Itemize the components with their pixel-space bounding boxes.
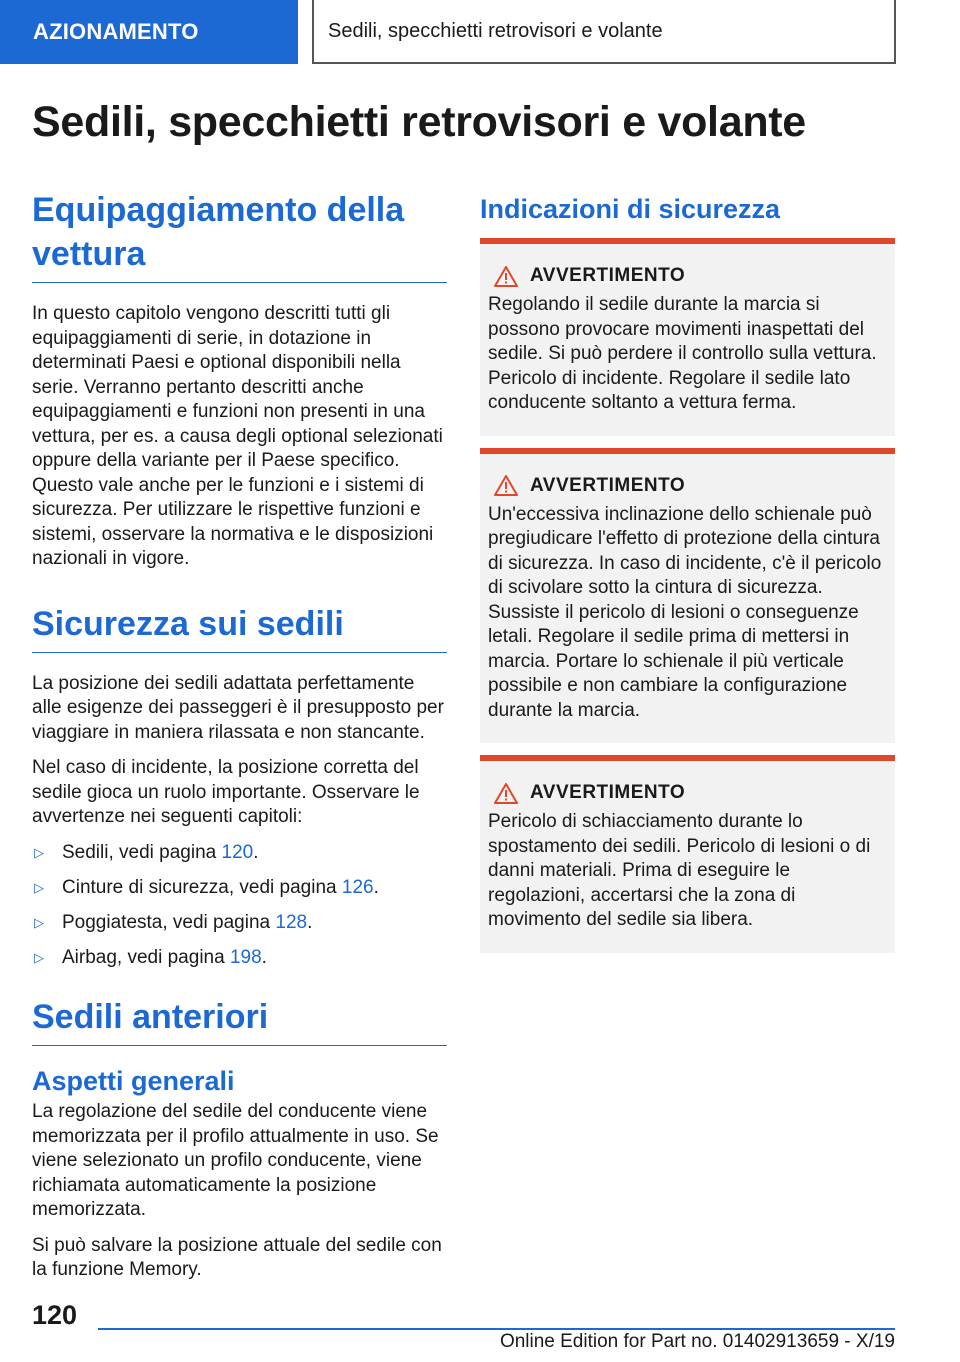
front-seats-heading: Sedili anteriori [32, 995, 447, 1046]
list-item: ▷ Cinture di sicurezza, vedi pagina 126. [32, 876, 447, 901]
section-tab[interactable]: AZIONAMENTO [0, 0, 298, 64]
page-link[interactable]: 128 [275, 911, 308, 933]
footer-divider [98, 1328, 895, 1330]
page-number: 120 [32, 1300, 78, 1330]
edition-note: Online Edition for Part no. 01402913659 - X/19 [499, 1331, 895, 1352]
page-link[interactable]: 126 [341, 876, 374, 898]
page-link[interactable]: 198 [229, 946, 262, 968]
warning-triangle-icon [494, 266, 518, 287]
warning-triangle-icon [494, 783, 518, 804]
warning-text: Regolando il sedile durante la marcia si possono provocare movimenti inaspettati del sedile. Si può perdere il controllo sulla vettura. Pericolo di incidente. Regolare il sedile lato conducente soltanto a vettura ferma. [488, 294, 877, 413]
warning-triangle-icon [494, 475, 518, 496]
list-item: ▷ Airbag, vedi pagina 198. [32, 946, 447, 971]
warning-title: AVVERTIMENTO [530, 782, 686, 803]
reference-list [32, 841, 447, 971]
general-aspects-heading: Aspetti generali [32, 1066, 235, 1096]
warning-text: Un'eccessiva inclinazione dello schienale può pregiudicare l'effetto di protezione della cintura di sicurezza. In caso di incidente, c'è il pericolo di scivolare sotto la cintura di sicurezza. Sussiste il pericolo di lesioni o conseguenze letali. Regolare il sedile prima di mettersi in marcia. Portare lo schienale il più verticale possibile e non cambiare la configurazione durante la marcia. [488, 503, 882, 721]
seat-safety-p1: La posizione dei sedili adattata perfettamente alle esigenze dei passeggeri è il presupposto per viaggiare in maniera rilassata e non stancante. [32, 672, 444, 743]
triangle-bullet-icon: ▷ [34, 879, 44, 895]
safety-notes-heading: Indicazioni di sicurezza [480, 194, 781, 224]
general-p2: Si può salvare la posizione attuale del sedile con la funzione Memory. [32, 1234, 442, 1280]
warning-box [480, 238, 895, 436]
warning-box [480, 755, 895, 953]
triangle-bullet-icon: ▷ [34, 949, 44, 965]
triangle-bullet-icon: ▷ [34, 844, 44, 860]
left-column [32, 188, 447, 1283]
warning-text: Pericolo di schiacciamento durante lo spostamento dei sedili. Pericolo di lesioni o di danni materiali. Prima di eseguire le regolazioni, accertarsi che la zona di movimento del sedile sia libera. [488, 811, 871, 930]
page-title: Sedili, specchietti retrovisori e volante [32, 98, 806, 146]
warning-title: AVVERTIMENTO [530, 265, 686, 286]
triangle-bullet-icon: ▷ [34, 914, 44, 930]
right-column [480, 188, 895, 953]
page-link[interactable]: 120 [221, 841, 254, 863]
warning-title: AVVERTIMENTO [530, 474, 686, 496]
list-item: ▷ Poggiatesta, vedi pagina 128. [32, 911, 447, 936]
seat-safety-p2: Nel caso di incidente, la posizione corretta del sedile gioca un ruolo importante. Osservare le avvertenze nei seguenti capitoli: [32, 757, 420, 827]
seat-safety-heading: Sicurezza sui sedili [32, 602, 447, 653]
chapter-header: Sedili, specchietti retrovisori e volante [312, 0, 896, 64]
equipment-heading: Equipaggiamento della vettura [32, 188, 447, 283]
general-p1: La regolazione del sedile del conducente viene memorizzata per il profilo attualmente in uso. Se viene selezionato un profilo conducente, viene richiamata automaticamente la posizione memorizzata. [32, 1101, 439, 1220]
warning-box [480, 448, 895, 744]
list-item: ▷ Sedili, vedi pagina 120. [32, 841, 447, 866]
equipment-text: In questo capitolo vengono descritti tutti gli equipaggiamenti di serie, in dotazione in determinati Paesi e optional disponibili nella serie. Verranno pertanto descritti anche equipaggiamenti e funzioni non presenti in una vettura, per es. a causa degli optional selezionati oppure della variante per il Paese specifico. Questo vale anche per le funzioni e i sistemi di sicurezza. Per utilizzare le rispettive funzioni e sistemi, osservare la normativa e le disposizioni nazionali in vigore. [32, 303, 443, 569]
